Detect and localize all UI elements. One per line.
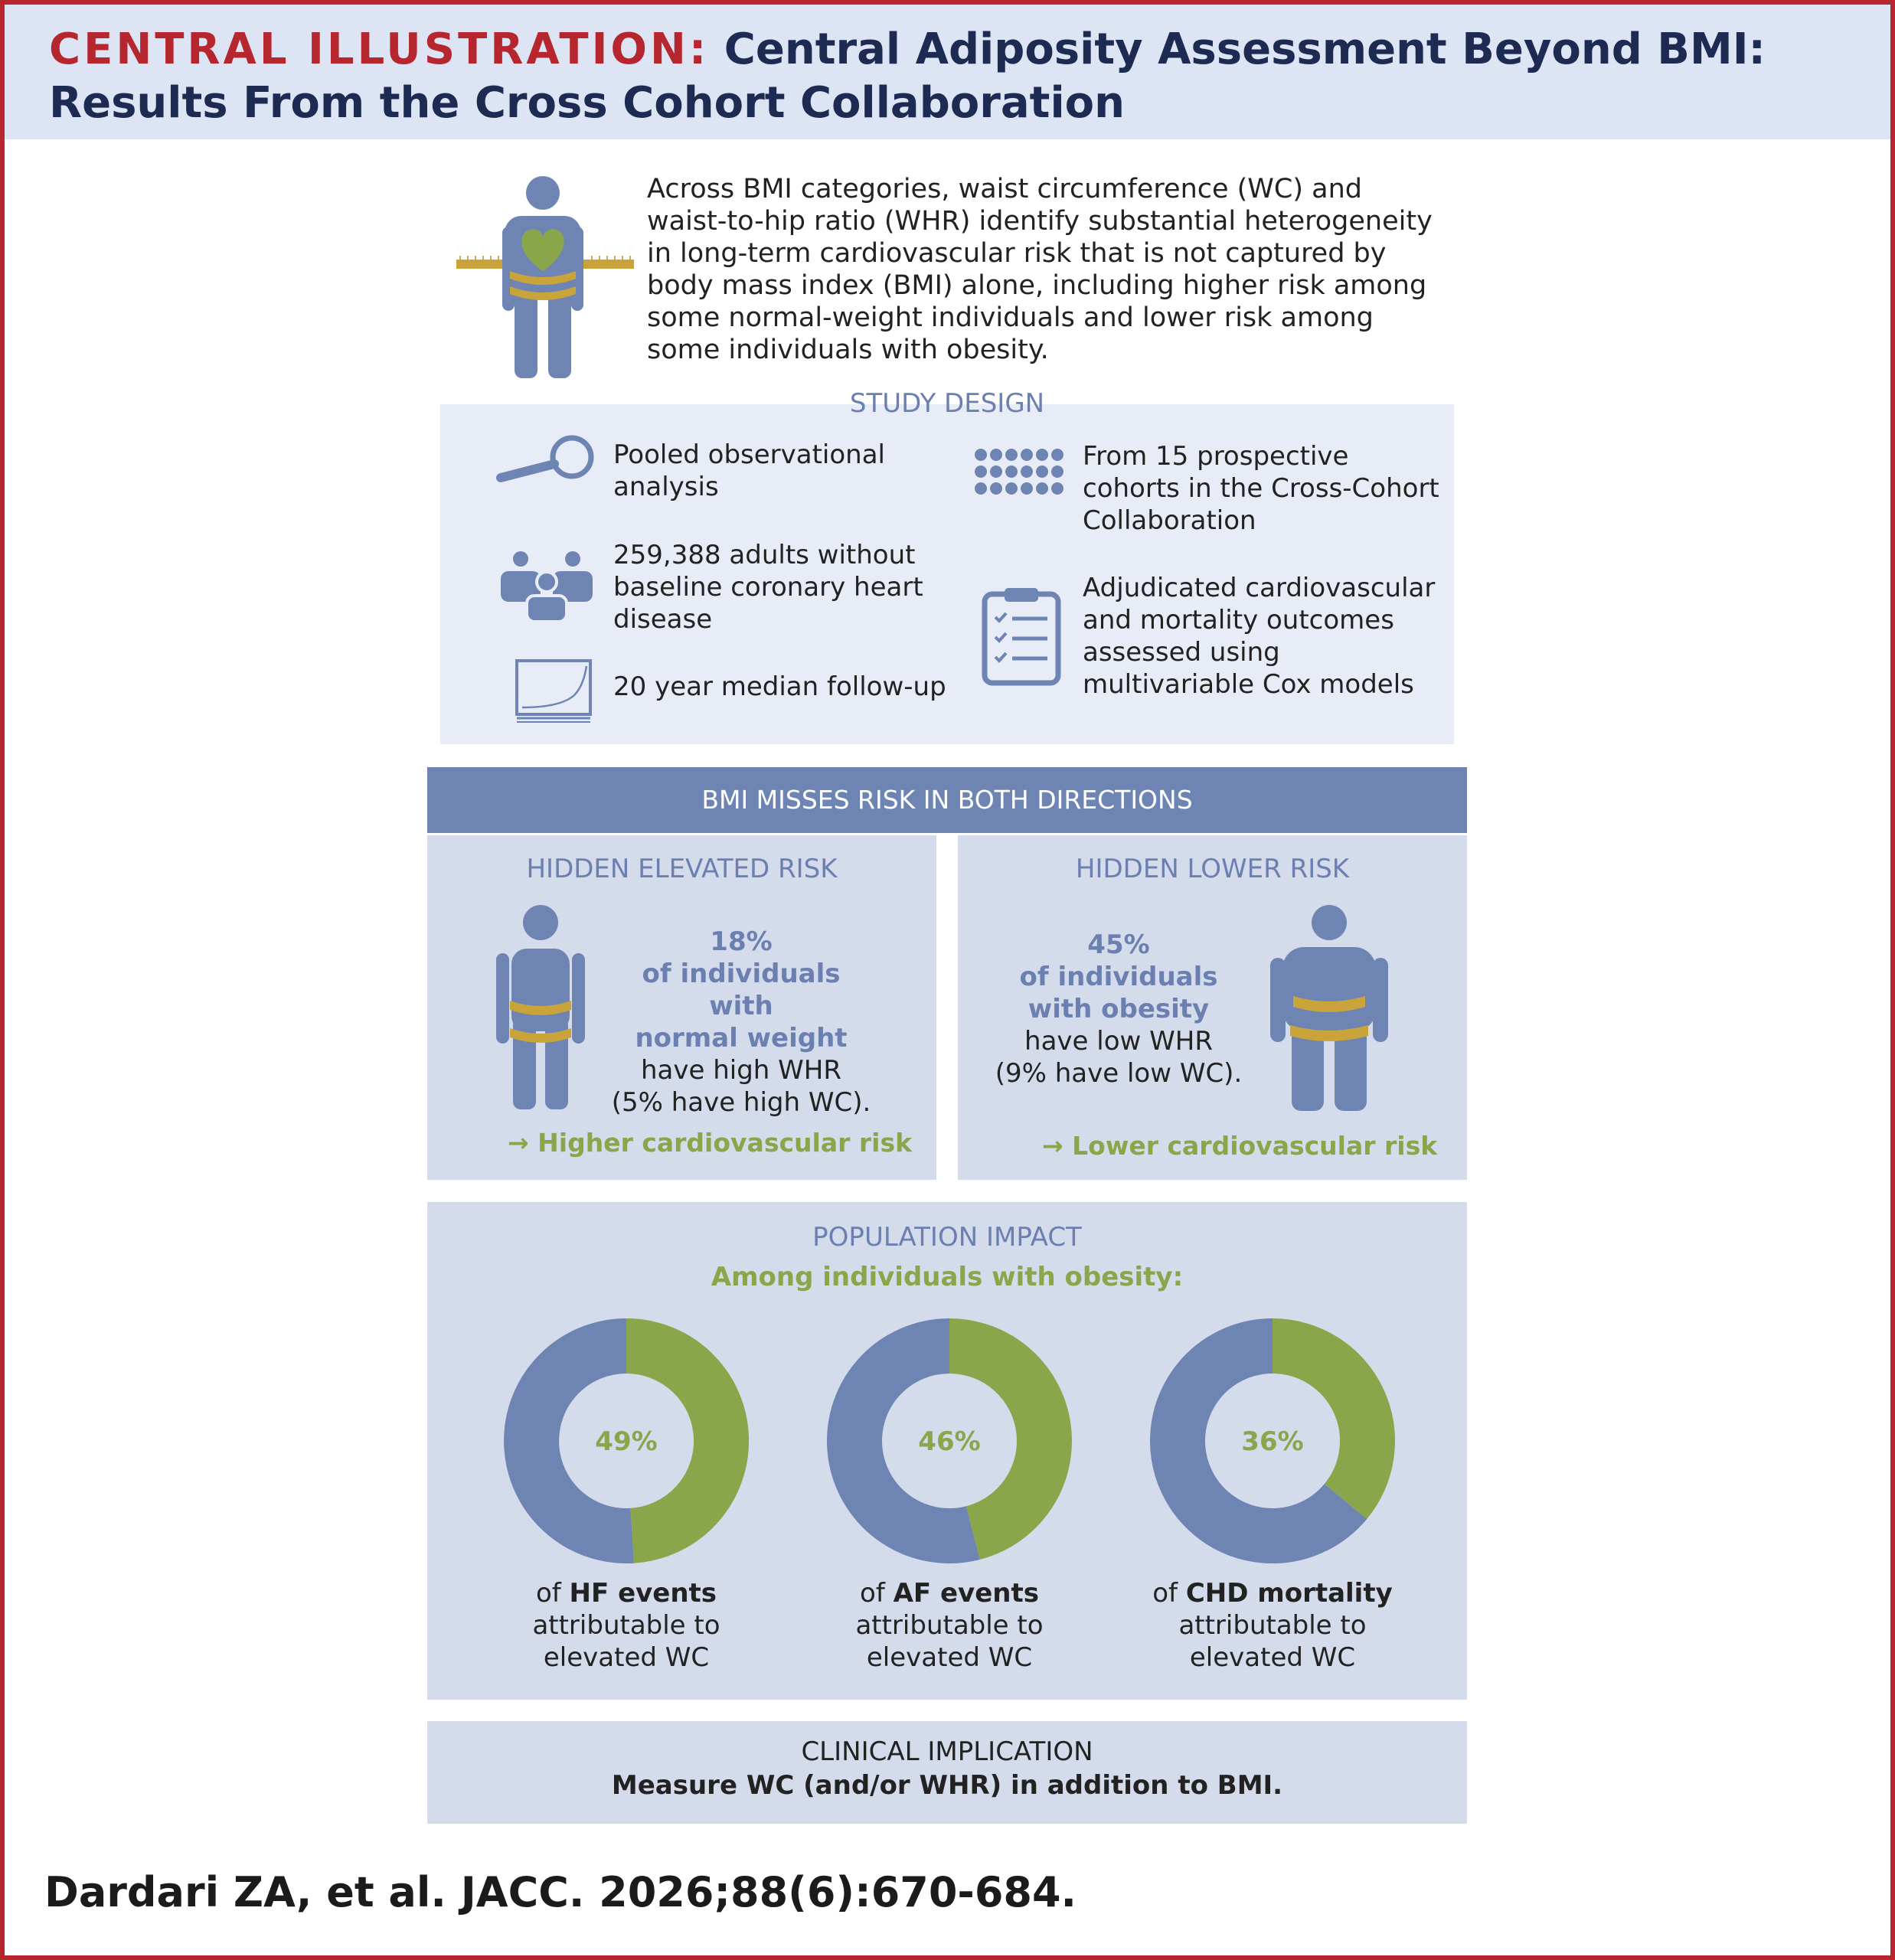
caption-line-3: elevated WC: [543, 1642, 710, 1673]
caption-prefix: of: [535, 1578, 570, 1609]
caption-line-3: elevated WC: [866, 1642, 1033, 1673]
study-design-title: STUDY DESIGN: [849, 388, 1045, 419]
donut-attributable-segment: [1273, 1346, 1367, 1501]
intro-summary-text: Across BMI categories, waist circumference (WC) and waist-to-hip ratio (WHR) identify substantial heterogeneity in long-term cardiovascular risk that is not captured by body mass index (BMI) alone, including higher risk among some normal-weight individuals and lower risk among some individuals with obesity.: [647, 174, 1433, 365]
higher-cardiovascular-risk-outcome: → Higher cardiovascular risk: [508, 1128, 913, 1158]
caption-outcome: HF events: [569, 1578, 717, 1609]
hidden-elevated-risk-title: HIDDEN ELEVATED RISK: [526, 854, 838, 884]
af-donut-caption: [812, 1577, 1087, 1674]
magnifying-glass-icon: [496, 433, 596, 484]
population-impact-subtitle: Among individuals with obesity:: [711, 1262, 1184, 1292]
clinical-implication-panel: [427, 1721, 1467, 1824]
header-band: [5, 5, 1890, 139]
caption-line-3: elevated WC: [1189, 1642, 1356, 1673]
caption-line-2: attributable to: [855, 1610, 1044, 1641]
caption-line-2: attributable to: [1178, 1610, 1367, 1641]
people-group-icon: [498, 551, 596, 622]
elevated-risk-line-2: (5% have high WC).: [611, 1087, 871, 1118]
lower-cardiovascular-risk-outcome: → Lower cardiovascular risk: [1042, 1131, 1438, 1161]
lower-risk-percent: 45%: [1087, 929, 1150, 960]
hidden-elevated-risk-panel: [427, 835, 936, 1180]
slim-person-with-tape-icon: [496, 904, 585, 1111]
header-title-line-1: Central Adiposity Assessment Beyond BMI:: [724, 24, 1766, 74]
elevated-risk-line-1: have high WHR: [641, 1055, 841, 1086]
lower-risk-line-2: (9% have low WC).: [995, 1058, 1243, 1089]
broad-person-with-tape-icon: [1270, 904, 1388, 1112]
hf-donut-chart: [504, 1318, 749, 1563]
chart-document-icon: [515, 658, 594, 723]
caption-outcome: AF events: [893, 1578, 1039, 1609]
lower-risk-line-1: have low WHR: [1024, 1026, 1213, 1057]
elevated-risk-emphasis-1: of individuals with: [642, 959, 841, 1021]
donut-percent-label: 36%: [1241, 1426, 1304, 1457]
lower-risk-stat: [988, 929, 1249, 1089]
lower-risk-emphasis-2: with obesity: [1028, 994, 1210, 1024]
study-item-text: Pooled observational analysis: [613, 439, 886, 502]
hidden-lower-risk-panel: [958, 835, 1467, 1180]
study-item-text: Adjudicated cardiovascular and mortality outcomes assessed using multivariable Cox models: [1083, 573, 1436, 700]
hidden-lower-risk-title: HIDDEN LOWER RISK: [1075, 854, 1350, 884]
clinical-implication-text: Measure WC (and/or WHR) in addition to BMI.: [611, 1770, 1283, 1801]
central-illustration-label: CENTRAL ILLUSTRATION:: [49, 24, 710, 74]
chd-donut-chart: [1150, 1318, 1395, 1563]
bmi-misses-risk-banner: BMI MISSES RISK IN BOTH DIRECTIONS: [427, 767, 1467, 833]
donut-percent-label: 46%: [918, 1426, 981, 1457]
study-item-text: 259,388 adults without baseline coronary heart disease: [613, 540, 923, 635]
af-donut-chart: [827, 1318, 1072, 1563]
lower-risk-emphasis-1: of individuals: [1019, 962, 1218, 992]
header-title-line-2: Results From the Cross Cohort Collaboration: [49, 78, 1125, 128]
clipboard-checklist-icon: [982, 586, 1061, 686]
study-item-text: 20 year median follow-up: [613, 671, 946, 702]
citation: Dardari ZA, et al. JACC. 2026;88(6):670-684.: [44, 1868, 1077, 1916]
chd-donut-caption: [1135, 1577, 1410, 1674]
population-impact-title: POPULATION IMPACT: [812, 1222, 1082, 1253]
person-with-heart-icon: [456, 173, 634, 380]
hf-donut-caption: [488, 1577, 764, 1674]
caption-outcome: CHD mortality: [1185, 1578, 1393, 1609]
dot-grid-icon: [974, 448, 1064, 495]
population-impact-panel: [427, 1202, 1467, 1700]
elevated-risk-percent: 18%: [710, 926, 773, 957]
caption-prefix: of: [1152, 1578, 1186, 1609]
caption-line-2: attributable to: [532, 1610, 720, 1641]
header-line-1: [49, 24, 1766, 75]
study-item-text: From 15 prospective cohorts in the Cross-Cohort Collaboration: [1083, 441, 1439, 536]
elevated-risk-stat: [611, 926, 871, 1119]
donut-percent-label: 49%: [595, 1426, 658, 1457]
caption-prefix: of: [860, 1578, 894, 1609]
clinical-implication-title: CLINICAL IMPLICATION: [801, 1736, 1093, 1767]
elevated-risk-emphasis-2: normal weight: [635, 1023, 848, 1054]
